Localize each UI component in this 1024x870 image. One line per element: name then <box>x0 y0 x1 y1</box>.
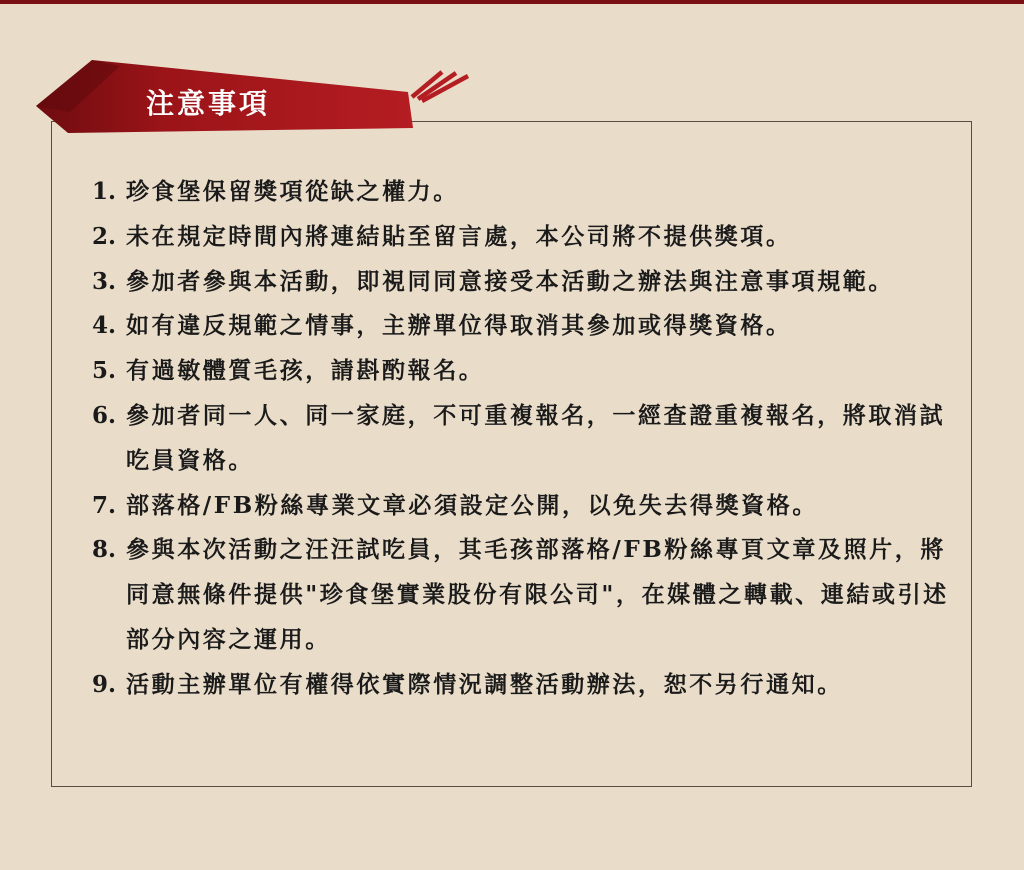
notice-item-9 <box>92 663 952 708</box>
item-text: 參加者同一人、同一家庭，不可重複報名，一經查證重複報名，將取消試吃員資格。 <box>126 401 946 474</box>
item-text: 未在規定時間內將連結貼至留言處，本公司將不提供獎項。 <box>126 222 792 250</box>
item-number: 6. <box>92 401 117 429</box>
item-text: 如有違反規範之情事，主辦單位得取消其參加或得獎資格。 <box>126 312 792 340</box>
item-number: 5. <box>92 357 117 385</box>
item-number: 7. <box>92 491 117 519</box>
section-title: 注意事項 <box>146 87 271 120</box>
item-number: 1. <box>92 178 117 205</box>
item-text: 活動主辦單位有權得依實際情況調整活動辦法，恕不另行通知。 <box>126 670 843 698</box>
item-text: 參與本次活動之汪汪試吃員，其毛孩部落格/FB粉絲專頁文章及照片，將同意無條件提供"珍食堡實業股份有限公司"，在媒體之轉載、連結或引述部分內容之運用。 <box>126 536 949 653</box>
title-ribbon <box>0 0 1024 160</box>
item-text: 參加者參與本活動，即視同同意接受本活動之辦法與注意事項規範。 <box>126 267 894 295</box>
notice-item-3 <box>92 260 952 305</box>
item-text: 部落格/FB粉絲專業文章必須設定公開，以免失去得獎資格。 <box>126 491 818 519</box>
notice-item-2 <box>92 215 952 260</box>
notice-item-5 <box>92 349 952 394</box>
item-number: 3. <box>92 267 117 295</box>
notice-item-1 <box>92 170 952 215</box>
item-text: 有過敏體質毛孩，請斟酌報名。 <box>126 357 485 385</box>
notice-list <box>92 170 952 708</box>
item-number: 9. <box>92 670 117 698</box>
notice-item-4 <box>92 304 952 349</box>
notice-item-7 <box>92 484 952 529</box>
item-number: 2. <box>92 222 117 250</box>
item-text: 珍食堡保留獎項從缺之權力。 <box>126 178 459 205</box>
notice-item-6 <box>92 394 952 484</box>
item-number: 8. <box>92 536 117 564</box>
item-number: 4. <box>92 312 117 340</box>
notice-item-8 <box>92 528 952 662</box>
accent-slash-icon <box>412 72 468 101</box>
